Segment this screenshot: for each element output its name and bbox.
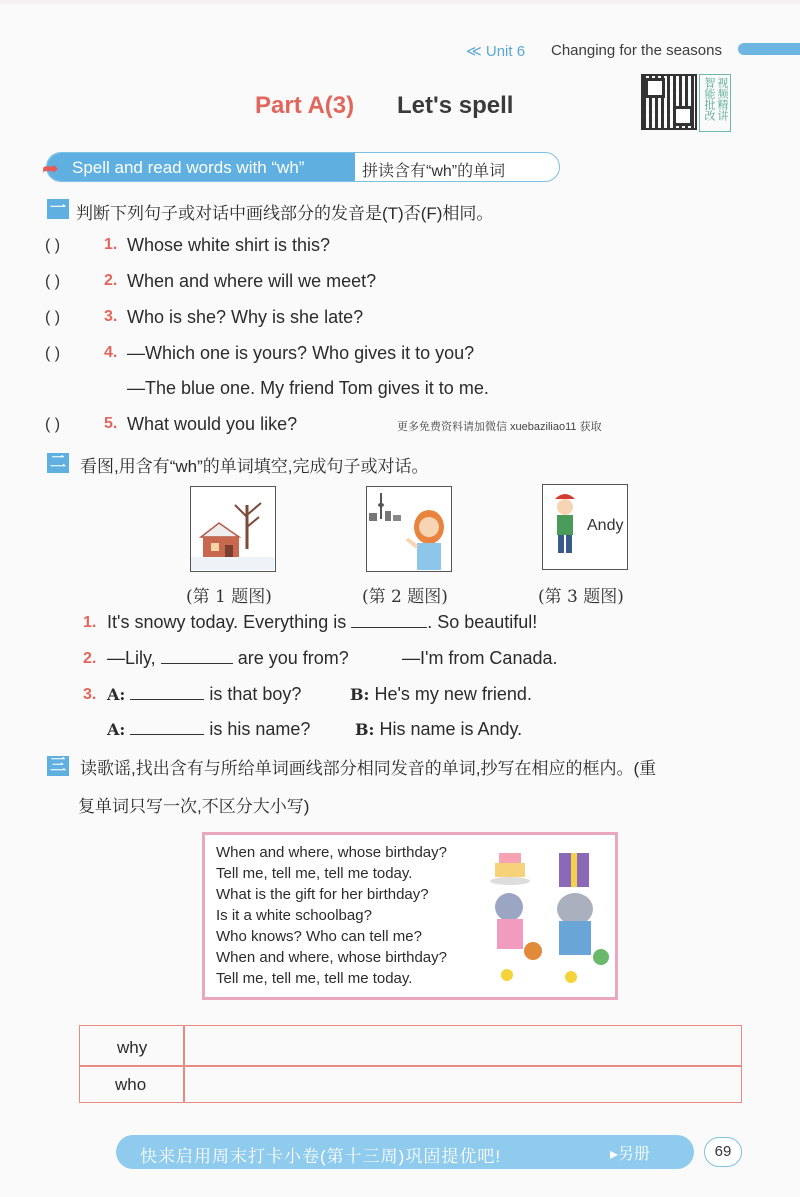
watermark-note: 更多免费资料请加微信 xuebaziliao11 获取 <box>397 421 602 433</box>
answer-paren[interactable]: ( ) <box>45 273 61 290</box>
fill-sentence <box>107 612 537 633</box>
speaker-a: A: <box>107 685 126 704</box>
spell-banner-chinese: 拼读含有“wh”的单词 <box>362 163 506 180</box>
top-edge <box>0 0 800 4</box>
poem-line: What is the gift for her birthday? <box>216 886 429 903</box>
fill-sentence <box>107 648 349 669</box>
question-number: 5. <box>104 415 118 432</box>
unit-bar <box>738 43 800 55</box>
footer-text: 快来启用周末打卡小卷(第十三周)巩固提优吧! <box>140 1147 502 1166</box>
sentence-after: . So beautiful! <box>427 612 538 632</box>
answer-cell-why[interactable] <box>186 1027 740 1064</box>
qr-code-icon[interactable] <box>641 74 697 130</box>
fill-reply <box>350 684 532 705</box>
answer-cell-who[interactable] <box>186 1067 740 1101</box>
poem-box <box>202 832 618 1000</box>
question-text: When and where will we meet? <box>127 271 377 291</box>
girl-canada-image <box>366 486 452 572</box>
part-title: Part A(3) <box>255 92 355 119</box>
reply-text: He's my new friend. <box>374 684 532 704</box>
question-text: Who is she? Why is she late? <box>127 307 364 327</box>
answer-paren[interactable]: ( ) <box>45 416 61 433</box>
unit-label: ≪ Unit 6 <box>466 43 526 60</box>
sentence-after: are you from? <box>237 648 349 668</box>
question-number: 2. <box>83 650 97 667</box>
section2-instruction: 看图,用含有“wh”的单词填空,完成句子或对话。 <box>80 457 429 476</box>
footer-link[interactable]: ▸另册 <box>610 1146 651 1163</box>
question-text: —Which one is yours? Who gives it to you? <box>127 343 475 363</box>
question-number: 3. <box>83 686 97 703</box>
answer-paren[interactable]: ( ) <box>45 309 61 326</box>
reply-text: His name is Andy. <box>379 719 523 739</box>
question-number: 3. <box>104 308 118 325</box>
poem-line: Tell me, tell me, tell me today. <box>216 970 413 987</box>
poem-line: Is it a white schoolbag? <box>216 907 372 924</box>
picture-caption: (第 1 题图) <box>186 587 272 607</box>
speaker-b: B: <box>350 685 370 704</box>
answer-blank[interactable] <box>351 614 427 628</box>
poem-line: When and where, whose birthday? <box>216 949 447 966</box>
page-number: 69 <box>704 1137 742 1167</box>
speaker-b: B: <box>355 720 375 739</box>
sentence-before: —Lily, <box>107 648 156 668</box>
poem-line: Tell me, tell me, tell me today. <box>216 865 413 882</box>
answer-blank[interactable] <box>161 650 233 664</box>
sentence-after: is his name? <box>209 719 311 739</box>
question-number: 2. <box>104 272 118 289</box>
speaker-a: A: <box>107 720 126 739</box>
poem-line: Who knows? Who can tell me? <box>216 928 422 945</box>
snowy-house-image <box>190 486 276 572</box>
unit-title: Changing for the seasons <box>551 42 722 59</box>
question-text: Whose white shirt is this? <box>127 235 331 255</box>
fill-sentence <box>107 719 310 740</box>
animals-birthday-illustration <box>487 847 615 993</box>
section3-instruction-cont: 复单词只写一次,不区分大小写) <box>78 797 310 816</box>
section-number-icon: 一 <box>47 199 69 219</box>
table-row-label-why: why <box>117 1038 148 1057</box>
question-text: What would you like? <box>127 414 298 434</box>
section1-instruction: 判断下列句子或对话中画线部分的发音是(T)否(F)相同。 <box>76 204 494 223</box>
sentence-after: is that boy? <box>209 684 302 704</box>
section3-instruction: 读歌谣,找出含有与所给单词画线部分相同发音的单词,抄写在相应的框内。(重 <box>80 759 657 778</box>
question-number: 1. <box>83 614 97 631</box>
andy-label: Andy <box>587 517 624 534</box>
answer-paren[interactable]: ( ) <box>45 345 61 362</box>
picture-caption: (第 2 题图) <box>362 587 448 607</box>
answer-paren[interactable]: ( ) <box>45 237 61 254</box>
question-number: 4. <box>104 344 118 361</box>
picture-caption: (第 3 题图) <box>538 587 624 607</box>
arrow-icon: ➦ <box>42 158 59 180</box>
sentence-before: It's snowy today. Everything is <box>107 612 347 632</box>
qr-side-label: 视频精讲智能批改 <box>699 74 731 132</box>
reply-text: —I'm from Canada. <box>402 648 558 668</box>
fill-reply <box>355 719 522 740</box>
answer-blank[interactable] <box>130 721 204 735</box>
section-number-icon: 二 <box>47 453 69 473</box>
table-row-label-who: who <box>115 1075 147 1094</box>
table-divider <box>183 1025 185 1103</box>
andy-image <box>542 484 628 570</box>
fill-sentence <box>107 684 301 705</box>
question-number: 1. <box>104 236 118 253</box>
spell-banner-english: Spell and read words with “wh” <box>72 158 305 177</box>
poem-line: When and where, whose birthday? <box>216 844 447 861</box>
question-text-reply: —The blue one. My friend Tom gives it to me. <box>127 378 489 398</box>
part-subtitle: Let's spell <box>397 92 514 119</box>
answer-blank[interactable] <box>130 686 204 700</box>
section-number-icon: 三 <box>47 756 69 776</box>
